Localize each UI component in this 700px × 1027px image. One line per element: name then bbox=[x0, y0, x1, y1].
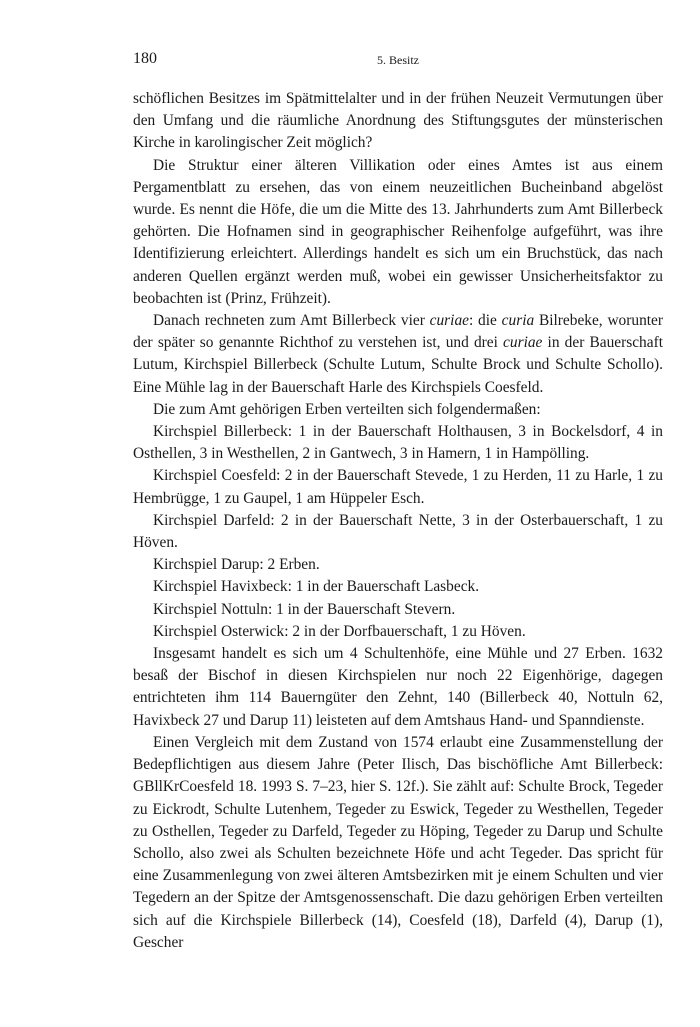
paragraph: schöflichen Besitzes im Spätmittelalter und in der frühen Neuzeit Vermutungen über den Umfang und die räumliche Anordnung des Stiftungsgutes der münsterischen Kirche in karolingischer Zeit möglich? bbox=[133, 90, 663, 152]
paragraph: Die zum Amt gehörigen Erben verteilten sich folgendermaßen: bbox=[153, 400, 541, 418]
paragraph: Die Struktur einer älteren Villikation oder eines Amtes ist aus einem Pergamentblatt zu ersehen, das von einem neuzeitlichen Bucheinband abgelöst wurde. Es nennt die Höfe, die um die Mitte des 13. Jahrhunderts zum Amt Billerbeck gehörten. Die Hofnamen sind in geographischer Reihenfolge aufgeführt, was ihre Identifizierung erleichtert. Allerdings handelt es sich um ein Bruchstück, das nach anderen Quellen ergänzt werden muß, wobei ein gewisser Unsicherheitsfaktor zu beobachten ist (Prinz, Frühzeit). bbox=[133, 156, 663, 307]
page-number: 180 bbox=[133, 50, 157, 67]
paragraph: Kirchspiel Osterwick: 2 in der Dorfbauerschaft, 1 zu Höven. bbox=[153, 622, 526, 640]
latin-term: curiae bbox=[429, 312, 469, 330]
paragraph: Kirchspiel Coesfeld: 2 in der Bauerschaft Stevede, 1 zu Herden, 11 zu Harle, 1 zu Hembrügge, 1 zu Gaupel, 1 am Hüppeler Esch. bbox=[133, 467, 663, 507]
paragraph: Kirchspiel Billerbeck: 1 in der Bauerschaft Holthausen, 3 in Bockelsdorf, 4 in Osthellen, 3 in Westhellen, 2 in Gantwech, 3 in Hamern, 1 in Hampölling. bbox=[133, 423, 663, 463]
paragraph: Kirchspiel Havixbeck: 1 in der Bauerschaft Lasbeck. bbox=[153, 578, 480, 596]
paragraph: Danach rechneten zum Amt Billerbeck vier curiae: die curia Bilrebeke, worunter der später so genannte Richthof zu verstehen ist, und drei curiae in der Bauerschaft Lutum, Kirchspiel Billerbeck (Schulte Lutum, Schulte Brock und Schulte Schollo). Eine Mühle lag in der Bauerschaft Harle des Kirchspiels Coesfeld. bbox=[133, 312, 664, 396]
body-text bbox=[133, 88, 663, 954]
running-head: 5. Besitz bbox=[377, 53, 419, 67]
paragraph: Einen Vergleich mit dem Zustand von 1574 erlaubt eine Zusammenstellung der Bedepflichtigen aus diesem Jahre (Peter Ilisch, Das bischöfliche Amt Billerbeck: GBllKrCoesfeld 18. 1993 S. 7–23, hier S. 12f.). Sie zählt auf: Schulte Brock, Tegeder zu Eickrodt, Schulte Lutenhem, Tegeder zu Eswick, Tegeder zu Westhellen, Tegeder zu Osthellen, Tegeder zu Darfeld, Tegeder zu Höping, Tegeder zu Darup und Schulte Schollo, also zwei als Schulten bezeichnete Höfe und acht Tegeder. Das spricht für eine Zusammenlegung von zwei älteren Amtsbezirken mit je einem Schulten und vier Tegedern an der Spitze der Amtsgenossenschaft. Die dazu gehörigen Erben verteilten sich auf die Kirchspiele Billerbeck (14), Coesfeld (18), Darfeld (4), Darup (1), Gescher bbox=[133, 733, 663, 951]
paragraph: Kirchspiel Darfeld: 2 in der Bauerschaft Nette, 3 in der Osterbauerschaft, 1 zu Höven. bbox=[133, 511, 663, 552]
paragraph: Kirchspiel Nottuln: 1 in der Bauerschaft Stevern. bbox=[153, 600, 456, 618]
paragraph: Insgesamt handelt es sich um 4 Schultenhöfe, eine Mühle und 27 Erben. 1632 besaß der Bischof in diesen Kirchspielen nur noch 22 Eigenhörige, dagegen entrichteten ihm 114 Bauerngüter den Zehnt, 140 (Billerbeck 40, Nottuln 62, Havixbeck 27 und Darup 11) leisteten auf dem Amtshaus Hand- und Spanndienste. bbox=[133, 645, 663, 729]
latin-term: curia bbox=[501, 312, 535, 330]
page-header bbox=[133, 50, 663, 74]
latin-term: curiae bbox=[503, 334, 543, 352]
paragraph: Kirchspiel Darup: 2 Erben. bbox=[153, 556, 320, 574]
